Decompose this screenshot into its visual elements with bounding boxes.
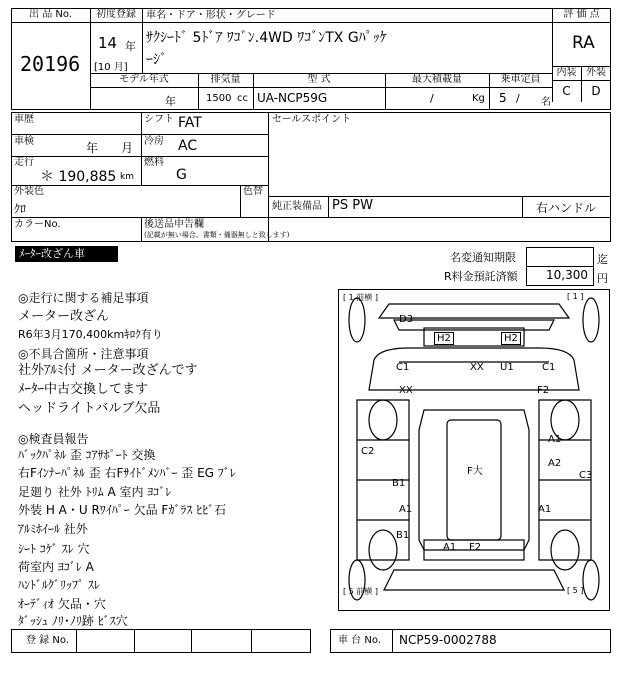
exterior-color-label: 外装色 [14, 186, 44, 197]
damage-mark: XX [399, 385, 413, 396]
type-value: UA-NCP59G [257, 91, 328, 105]
corner-label-bl: [ 5 前横 ] [343, 587, 378, 596]
note-line: ﾊﾝﾄﾞﾙｸﾞﾘｯﾌﾟ ｽﾚ [18, 578, 100, 592]
reg-month: [10 月] [94, 62, 128, 73]
corner-label-tr: [ 1 ] [567, 292, 584, 301]
aftermarket-label: 後送品申告欄 [144, 219, 204, 230]
chassis-number: NCP59-0002788 [399, 633, 497, 647]
fuel-label: 燃料 [144, 157, 164, 168]
displacement-unit: cc [237, 93, 248, 104]
aftermarket-note: (記載が無い場合、書類・備器無しと致します) [144, 231, 290, 239]
capacity-label: 乗車定員 [500, 74, 541, 85]
note-line: 荷室内 ﾖｺﾞﾚ A [18, 560, 94, 574]
front-bumper [384, 570, 564, 590]
damage-mark: B1 [396, 530, 410, 541]
interior-grade: C [562, 84, 571, 98]
equipment-label: 純正装備品 [272, 201, 322, 212]
damage-mark: H2 [434, 332, 454, 345]
damage-mark: H2 [501, 332, 521, 345]
mileage-label: 走行 [14, 157, 34, 168]
note-line: ◎走行に関する補足事項 [18, 291, 149, 305]
note-line: ｵｰﾃﾞｨｵ 欠品・穴 [18, 597, 106, 611]
notice-deadline-box [526, 247, 594, 267]
note-line: メーター改ざん [18, 309, 110, 324]
notice-deadline-label: 名変通知期限 [450, 251, 516, 264]
ac-label: 冷房 [144, 136, 164, 147]
note-line: 足廻り 社外 ﾄﾘﾑ A 室内 ﾖｺﾞﾚ [18, 485, 172, 499]
max-load-slash: / [430, 92, 434, 105]
inspection-month: 月 [121, 141, 134, 155]
note-line: ﾊﾞｯｸﾊﾟﾈﾙ 歪 ｺｱｻﾎﾟｰﾄ 交換 [18, 448, 156, 462]
recycle-amount: 10,300 [546, 268, 588, 282]
capacity-slash: / [516, 92, 520, 105]
note-line: ◎検査員報告 [18, 432, 89, 446]
rear-left-wheel [369, 400, 397, 440]
damage-mark: A1 [538, 504, 552, 515]
inspection-label: 車検 [14, 136, 34, 147]
hood-center [419, 410, 529, 550]
score-label: 評 価 点 [563, 9, 600, 20]
exterior-grade: D [591, 84, 601, 98]
damage-mark: A1 [399, 504, 413, 515]
damage-mark: F大 [467, 466, 483, 477]
color-change-label: 色替 [243, 186, 263, 197]
note-line: ﾀﾞｯｼｭ ﾉﾘ･ﾉﾘ跡 ﾋﾞｽ穴 [18, 614, 128, 628]
front-right-wheel [551, 530, 579, 570]
note-line: ﾒｰﾀｰ中古交換してます [18, 382, 149, 397]
model-name-label: 車名・ドア・形状・グレード [146, 10, 276, 21]
lot-number: 20196 [20, 52, 81, 76]
ac-value: AC [178, 138, 198, 154]
recycle-label: R料金預託済額 [444, 270, 518, 283]
color-no-label: カラーNo. [14, 219, 61, 230]
exterior-color-value: ｸﾛ [14, 202, 27, 216]
shift-label: シフト [144, 114, 174, 125]
shift-value: FAT [178, 115, 202, 131]
damage-mark: C1 [542, 362, 556, 373]
note-line: ヘッドライトバルブ欠品 [18, 401, 161, 416]
interior-label: 内装 [556, 67, 577, 78]
corner-label-tl: [ 1 前横 ] [343, 293, 378, 302]
rear-right-tail [583, 298, 599, 342]
lot-label: 出 品 No. [29, 9, 72, 20]
mileage-value: ＊ 190,885 [40, 169, 117, 185]
damage-diagram [338, 289, 610, 611]
damage-mark: A1 [443, 542, 457, 553]
damage-mark: A1 [548, 434, 562, 445]
model-year-unit: 年 [165, 95, 176, 108]
capacity-value: 5 [499, 91, 507, 105]
damage-mark: A2 [548, 458, 562, 469]
model-name-line2: ｰｼﾞ [146, 52, 167, 68]
damage-mark: U1 [500, 362, 514, 373]
score-value: RA [572, 33, 595, 53]
fuel-value: G [176, 167, 187, 183]
sales-point-label: セールスポイント [272, 114, 352, 125]
steering-value: 右ハンドル [536, 201, 597, 215]
reg-year-unit: 年 [125, 40, 136, 53]
notice-deadline-unit: 迄 [597, 253, 608, 266]
exterior-label: 外装 [586, 67, 606, 78]
rear-left-tail [349, 298, 365, 342]
type-label: 型 式 [307, 74, 331, 85]
note-line: ◎不具合箇所・注意事項 [18, 347, 149, 361]
damage-mark: XX [470, 362, 484, 373]
corner-label-br: [ 5 ] [567, 586, 584, 595]
damage-mark: C3 [579, 470, 593, 481]
inspection-year: 年 [86, 141, 99, 155]
damage-mark: D3 [399, 314, 414, 325]
note-line: ｱﾙﾐﾎｲｰﾙ 社外 [18, 522, 88, 536]
damage-mark: B1 [392, 478, 406, 489]
car-outline-svg [339, 290, 609, 610]
displacement-label: 排気量 [210, 74, 241, 85]
reg-year: 14 [98, 34, 118, 52]
mileage-unit: km [120, 172, 134, 182]
front-left-wheel [369, 530, 397, 570]
note-line: ｼｰﾄ ｺｹﾞ ｽﾚ 穴 [18, 542, 90, 556]
meter-tamper-badge: ﾒｰﾀｰ改ざん車 [15, 246, 118, 262]
max-load-unit: Kg [472, 93, 485, 104]
windshield-center [447, 420, 501, 540]
note-line: 外装 H A・U Rﾜｲﾊﾟｰ 欠品 Fｶﾞﾗｽ ﾋﾋﾞ石 [18, 503, 227, 517]
model-name-line1: ｻｸｼｰﾄﾞ 5ﾄﾞｱ ﾜｺﾞﾝ.4WD ﾜｺﾞﾝTX Gﾊﾟｯｹ [146, 30, 387, 46]
note-line: 社外ｱﾙﾐ付 メーター改ざんです [18, 363, 198, 378]
note-line: R6年3月170,400kmｷﾛｸ有り [18, 328, 163, 341]
damage-mark: F2 [469, 542, 482, 553]
damage-mark: C2 [361, 446, 375, 457]
model-year-label: モデル年式 [119, 74, 169, 85]
registration-label: 登 録 No. [26, 635, 69, 646]
recycle-unit: 円 [597, 272, 608, 285]
damage-mark: F2 [537, 385, 550, 396]
max-load-label: 最大積載量 [412, 74, 462, 85]
damage-mark: C1 [396, 362, 410, 373]
first-reg-label: 初度登録 [96, 9, 136, 20]
equipment-value: PS PW [332, 198, 373, 213]
history-label: 車歴 [14, 114, 34, 125]
chassis-label: 車 台 No. [338, 635, 381, 646]
front-right-lamp [583, 560, 599, 600]
displacement-value: 1500 [206, 93, 232, 104]
capacity-unit: 名 [541, 97, 551, 108]
note-line: 右Fｲﾝﾅｰﾊﾟﾈﾙ 歪 右Fｻｲﾄﾞﾒﾝﾊﾞｰ 歪 EG ﾌﾞﾚ [18, 466, 236, 480]
